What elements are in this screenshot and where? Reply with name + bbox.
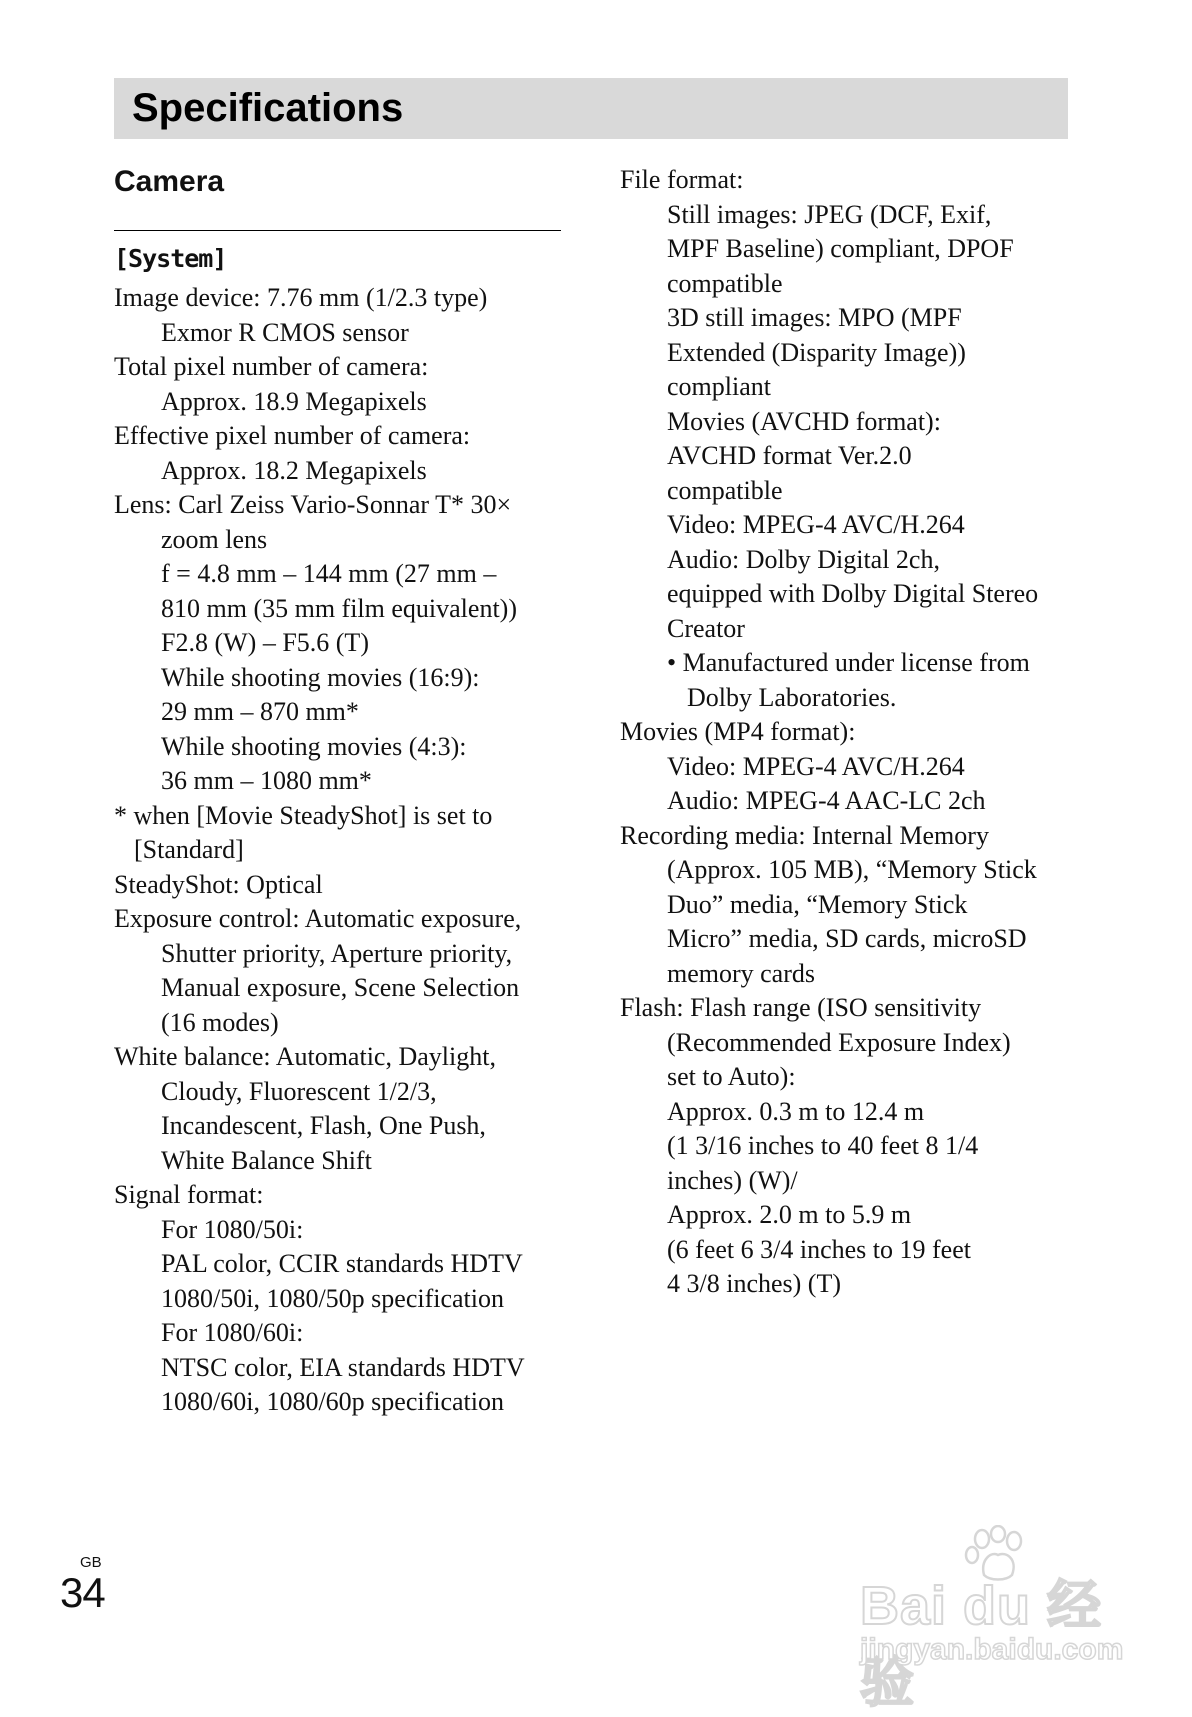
spec-detail-line: zoom lens [161, 524, 268, 554]
spec-detail-line: compliant [667, 372, 771, 401]
spec-detail-line: Audio: MPEG-4 AAC-LC 2ch [667, 786, 986, 815]
spec-detail-line: 1080/60i, 1080/60p specification [161, 1387, 505, 1416]
page-number: 34 [60, 1569, 105, 1616]
spec-detail-line: Approx. 18.2 Megapixels [161, 455, 427, 485]
spec-detail-line: White Balance Shift [161, 1145, 372, 1175]
spec-detail-line: Manual exposure, Scene Selection [161, 973, 520, 1002]
spec-term-line: Recording media: Internal Memory [620, 820, 989, 850]
right-column [620, 163, 1080, 1302]
watermark-brand: Bai du 经验 [860, 1576, 1103, 1713]
title-bar [114, 78, 1068, 139]
spec-detail-line: 810 mm (35 mm film equivalent)) [161, 593, 517, 623]
spec-detail-line: Creator [667, 613, 745, 643]
spec-detail-line: F2.8 (W) – F5.6 (T) [161, 628, 369, 657]
region-code: GB [80, 1554, 102, 1571]
spec-term-line: Lens: Carl Zeiss Vario-Sonnar T* 30× [114, 490, 512, 519]
spec-detail-line: [Standard] [134, 835, 244, 864]
spec-term-line: Signal format: [114, 1180, 264, 1209]
spec-term-line: Effective pixel number of camera: [114, 421, 471, 450]
spec-detail-line: 36 mm – 1080 mm* [161, 766, 372, 795]
spec-detail-line: MPF Baseline) compliant, DPOF [667, 234, 1014, 263]
spec-detail-line: set to Auto): [667, 1062, 796, 1091]
spec-detail-line: NTSC color, EIA standards HDTV [161, 1352, 525, 1382]
section-heading-camera: Camera [114, 165, 225, 198]
page-title: Specifications [132, 86, 404, 130]
spec-detail-line: • Manufactured under license from [667, 648, 1030, 677]
spec-detail-line: Shutter priority, Aperture priority, [161, 938, 513, 968]
spec-term-line: SteadyShot: Optical [114, 869, 323, 899]
spec-term-line: Total pixel number of camera: [114, 352, 429, 381]
spec-detail-line: (Approx. 105 MB), “Memory Stick [667, 855, 1037, 884]
spec-detail-line: f = 4.8 mm – 144 mm (27 mm – [161, 559, 497, 588]
spec-detail-line: (16 modes) [161, 1007, 279, 1037]
spec-detail-line: memory cards [667, 958, 816, 988]
watermark [850, 1525, 1150, 1713]
left-spec-list [114, 281, 564, 1420]
spec-detail-line: (1 3/16 inches to 40 feet 8 1/4 [667, 1131, 979, 1160]
spec-detail-line: While shooting movies (4:3): [161, 731, 467, 761]
spec-detail-line: While shooting movies (16:9): [161, 662, 480, 692]
spec-detail-line: Video: MPEG-4 AVC/H.264 [667, 751, 965, 781]
spec-term-line: White balance: Automatic, Daylight, [114, 1042, 496, 1071]
right-spec-list [620, 163, 1080, 1302]
spec-detail-line: Audio: Dolby Digital 2ch, [667, 544, 940, 574]
spec-detail-line: For 1080/60i: [161, 1318, 304, 1347]
spec-term-line: Image device: 7.76 mm (1/2.3 type) [114, 283, 488, 312]
spec-detail-line: Dolby Laboratories. [687, 682, 897, 712]
spec-detail-line: PAL color, CCIR standards HDTV [161, 1249, 523, 1278]
spec-detail-line: Approx. 2.0 m to 5.9 m [667, 1200, 912, 1229]
spec-detail-line: Duo” media, “Memory Stick [667, 889, 968, 919]
subsection-heading-system: [System] [114, 244, 227, 273]
spec-detail-line: Micro” media, SD cards, microSD [667, 924, 1027, 953]
spec-detail-line: Approx. 18.9 Megapixels [161, 386, 427, 416]
section-rule [114, 230, 561, 231]
spec-detail-line: Exmor R CMOS sensor [161, 317, 409, 347]
page-number-block [60, 1555, 110, 1615]
spec-detail-line: Approx. 0.3 m to 12.4 m [667, 1096, 925, 1126]
spec-term-line: Movies (MP4 format): [620, 717, 856, 746]
watermark-url: jingyan.baidu.com [860, 1633, 1124, 1666]
spec-detail-line: 29 mm – 870 mm* [161, 697, 359, 726]
spec-term-line: Flash: Flash range (ISO sensitivity [620, 993, 982, 1022]
spec-detail-line: inches) (W)/ [667, 1165, 798, 1195]
spec-detail-line: For 1080/50i: [161, 1214, 304, 1244]
spec-term-line: * when [Movie SteadyShot] is set to [114, 800, 493, 830]
spec-detail-line: equipped with Dolby Digital Stereo [667, 579, 1039, 608]
spec-detail-line: 3D still images: MPO (MPF [667, 303, 962, 332]
spec-detail-line: 1080/50i, 1080/50p specification [161, 1283, 505, 1313]
spec-detail-line: 4 3/8 inches) (T) [667, 1269, 842, 1298]
left-column [114, 163, 564, 1420]
spec-detail-line: (Recommended Exposure Index) [667, 1027, 1011, 1057]
spec-detail-line: AVCHD format Ver.2.0 [667, 441, 912, 470]
spec-detail-line: Extended (Disparity Image)) [667, 337, 966, 367]
spec-detail-line: Cloudy, Fluorescent 1/2/3, [161, 1076, 437, 1106]
spec-detail-line: Still images: JPEG (DCF, Exif, [667, 199, 992, 229]
spec-detail-line: compatible [667, 268, 783, 298]
spec-term-line: File format: [620, 165, 744, 194]
spec-detail-line: Movies (AVCHD format): [667, 406, 941, 436]
spec-detail-line: Incandescent, Flash, One Push, [161, 1111, 486, 1140]
spec-detail-line: compatible [667, 475, 783, 505]
spec-detail-line: (6 feet 6 3/4 inches to 19 feet [667, 1234, 971, 1264]
spec-term-line: Exposure control: Automatic exposure, [114, 904, 522, 933]
spec-detail-line: Video: MPEG-4 AVC/H.264 [667, 510, 965, 539]
